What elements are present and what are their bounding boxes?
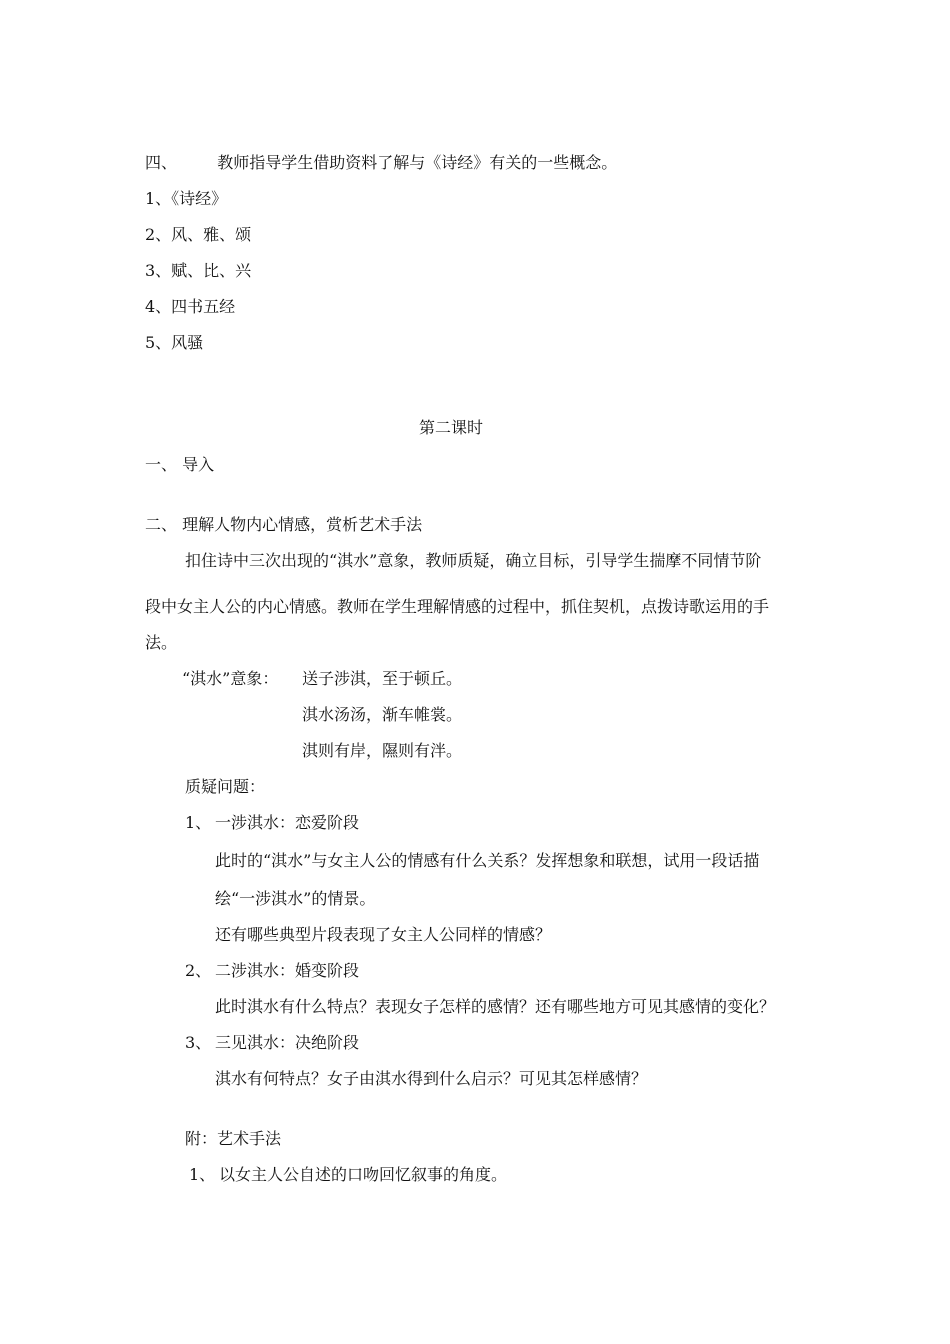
question-line: 此时的“淇水”与女主人公的情感有什么关系？发挥想象和联想，试用一段话描 <box>215 851 760 870</box>
imagery-line: 送子涉淇，至于顿丘。 <box>302 669 463 688</box>
question-number: 2、 <box>185 961 212 980</box>
question-line: 还有哪些典型片段表现了女主人公同样的情感？ <box>215 925 552 944</box>
section4-heading <box>145 153 617 173</box>
question-number: 3、 <box>185 1033 212 1052</box>
paragraph-line: 段中女主人公的内心情感。教师在学生理解情感的过程中，抓住契机，点拨诗歌运用的手 <box>145 597 770 616</box>
section4-marker: 四、 <box>145 153 178 172</box>
appendix-item <box>189 1165 507 1185</box>
part1-heading: 一、 导入 <box>145 455 215 474</box>
question-line: 绘“一涉淇水”的情景。 <box>215 889 376 908</box>
question-heading <box>185 813 359 833</box>
part2-heading: 二、 理解人物内心情感，赏析艺术手法 <box>145 515 423 534</box>
appendix-label: 附：艺术手法 <box>185 1129 282 1148</box>
question-line: 淇水有何特点？女子由淇水得到什么启示？可见其怎样感情？ <box>215 1069 648 1088</box>
list-item: 4、四书五经 <box>145 297 236 316</box>
appendix-text: 以女主人公自述的口吻回忆叙事的角度。 <box>219 1165 508 1184</box>
question-line: 此时淇水有什么特点？表现女子怎样的感情？还有哪些地方可见其感情的变化？ <box>215 997 776 1016</box>
list-item: 3、赋、比、兴 <box>145 261 252 280</box>
paragraph-line: 法。 <box>145 633 178 652</box>
question-number: 1、 <box>185 813 212 832</box>
list-item: 5、风骚 <box>145 333 204 352</box>
lesson-title: 第二课时 <box>419 418 484 437</box>
questions-label: 质疑问题： <box>185 777 266 796</box>
question-title: 一涉淇水：恋爱阶段 <box>215 813 360 832</box>
imagery-line: 淇则有岸，隰则有泮。 <box>302 741 463 760</box>
list-item: 1、《诗经》 <box>145 189 228 208</box>
question-heading <box>185 1033 359 1053</box>
appendix-number: 1、 <box>189 1165 216 1184</box>
imagery-line: 淇水汤汤，渐车帷裳。 <box>302 705 463 724</box>
section4-text: 教师指导学生借助资料了解与《诗经》有关的一些概念。 <box>217 153 618 172</box>
paragraph-line: 扣住诗中三次出现的“淇水”意象，教师质疑，确立目标，引导学生揣摩不同情节阶 <box>185 551 762 570</box>
question-title: 二涉淇水：婚变阶段 <box>215 961 360 980</box>
question-title: 三见淇水：决绝阶段 <box>215 1033 360 1052</box>
question-heading <box>185 961 359 981</box>
imagery-label: “淇水”意象： <box>182 669 279 688</box>
list-item: 2、风、雅、颂 <box>145 225 252 244</box>
